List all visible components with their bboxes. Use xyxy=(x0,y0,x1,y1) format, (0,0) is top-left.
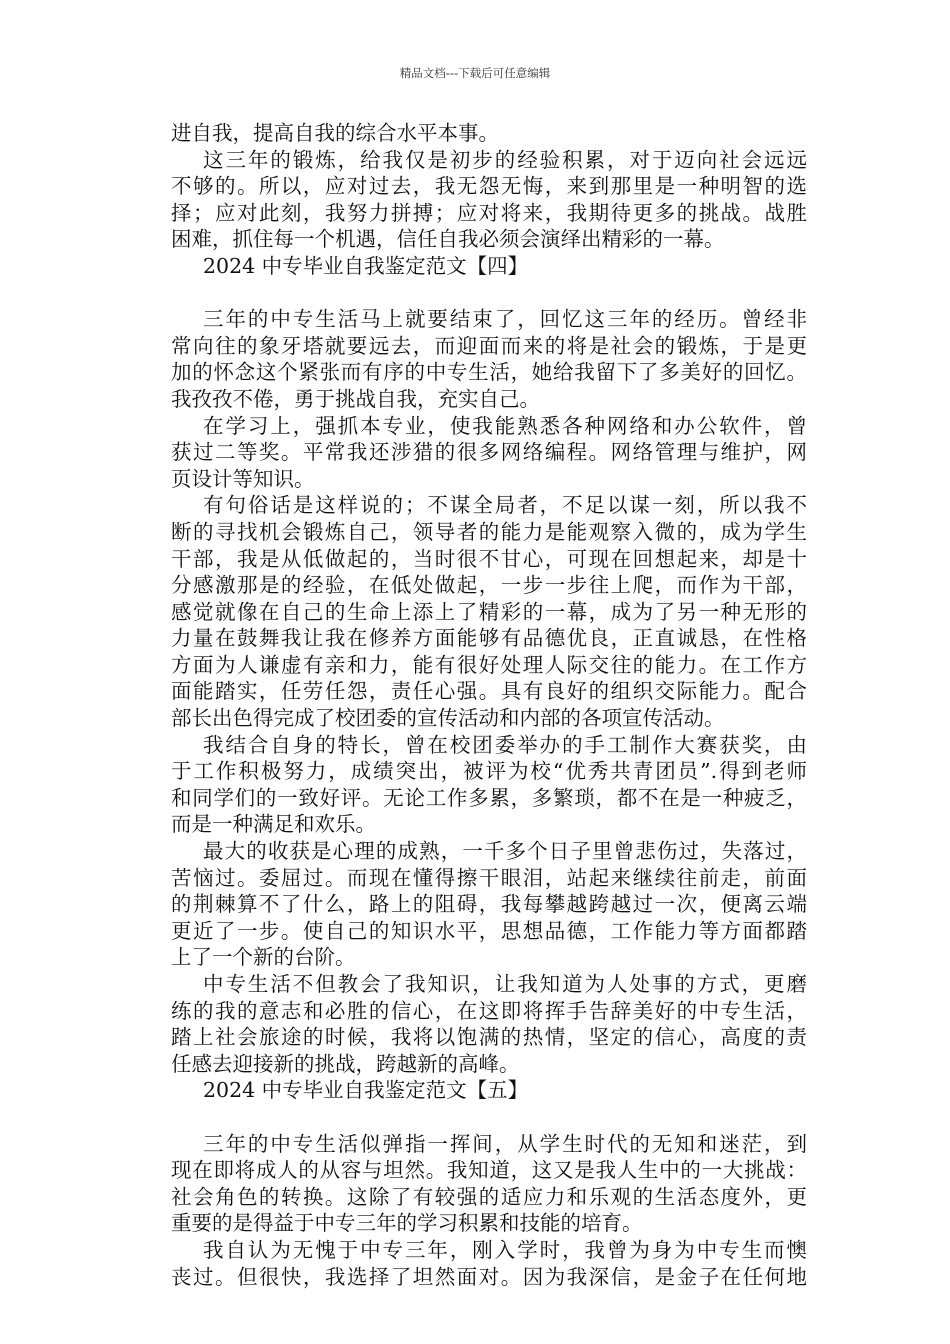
paragraph xyxy=(171,838,807,971)
text-line: 断的寻找机会锻炼自己，领导者的能力是能观察入微的，成为学生 xyxy=(171,519,807,544)
header-text: 精品文档---下载后可任意编辑 xyxy=(399,66,551,80)
text-line: 页设计等知识。 xyxy=(171,466,315,491)
text-line: 感觉就像在自己的生命上添上了精彩的一幕，成为了另一种无形的 xyxy=(171,599,807,624)
blank-line xyxy=(171,280,807,307)
paragraph xyxy=(171,413,807,493)
text-line: 常向往的象牙塔就要远去，而迎面而来的将是社会的锻炼，于是更 xyxy=(171,333,807,358)
blank-line xyxy=(171,1104,807,1131)
text-line: 加的怀念这个紧张而有序的中专生活，她给我留下了多美好的回忆。 xyxy=(171,360,807,385)
text-line: 和同学们的一致好评。无论工作多累，多繁琐，都不在是一种疲乏， xyxy=(171,785,807,810)
paragraph xyxy=(171,120,807,147)
text-line: 重要的是得益于中专三年的学习积累和技能的培育。 xyxy=(171,1211,643,1236)
text-line: 社会角色的转换。这除了有较强的适应力和乐观的生活态度外，更 xyxy=(171,1184,807,1209)
text-line: 的荆棘算不了什么，路上的阻碍，我每攀越跨越过一次，便离云端 xyxy=(171,892,807,917)
text-line: 现在即将成人的从容与坦然。我知道，这又是我人生中的一大挑战： xyxy=(171,1158,807,1183)
document-body xyxy=(171,120,807,1290)
text-line: 择；应对此刻，我努力拼搏；应对将来，我期待更多的挑战。战胜 xyxy=(171,200,807,225)
text-line: 我结合自身的特长，曾在校团委举办的手工制作大赛获奖，由 xyxy=(203,732,807,757)
text-line: 更近了一步。使自己的知识水平，思想品德，工作能力等方面都踏 xyxy=(171,918,807,943)
text-line: 而是一种满足和欢乐。 xyxy=(171,812,376,837)
text-line: 三年的中专生活似弹指一挥间，从学生时代的无知和迷茫，到 xyxy=(203,1131,807,1156)
text-line: 苦恼过。委屈过。而现在懂得擦干眼泪，站起来继续往前走，前面 xyxy=(171,865,807,890)
text-line: 干部，我是从低做起的，当时很不甘心，可现在回想起来，却是十 xyxy=(171,546,807,571)
text-line: 这三年的锻炼，给我仅是初步的经验积累，对于迈向社会远远 xyxy=(203,147,807,172)
text-line: 部长出色得完成了校团委的宣传活动和内部的各项宣传活动。 xyxy=(171,706,725,731)
text-line: 获过二等奖。平常我还涉猎的很多网络编程。网络管理与维护，网 xyxy=(171,440,807,465)
text-line: 不够的。所以，应对过去，我无怨无悔，来到那里是一种明智的选 xyxy=(171,174,807,199)
text-line: 我自认为无愧于中专三年，刚入学时，我曾为身为中专生而懊 xyxy=(203,1237,807,1262)
paragraph xyxy=(171,306,807,412)
paragraph xyxy=(171,1131,807,1237)
text-line: 力量在鼓舞我让我在修养方面能够有品德优良，正直诚恳，在性格 xyxy=(171,626,807,651)
paragraph xyxy=(171,732,807,838)
text-line: 面能踏实，任劳任怨，责任心强。具有良好的组织交际能力。配合 xyxy=(171,679,807,704)
section-heading: 2024 中专毕业自我鉴定范文【五】 xyxy=(203,1078,529,1103)
text-line: 任感去迎接新的挑战，跨越新的高峰。 xyxy=(171,1051,520,1076)
section-heading: 2024 中专毕业自我鉴定范文【四】 xyxy=(203,253,529,278)
text-line: 进自我，提高自我的综合水平本事。 xyxy=(171,121,499,145)
text-line: 方面为人谦虚有亲和力，能有很好处理人际交往的能力。在工作方 xyxy=(171,652,807,677)
paragraph xyxy=(171,1237,807,1290)
text-line: 中专生活不但教会了我知识，让我知道为人处事的方式，更磨 xyxy=(203,972,807,996)
text-line: 我孜孜不倦，勇于挑战自我，充实自己。 xyxy=(171,386,540,411)
text-line: 最大的收获是心理的成熟，一千多个日子里曾悲伤过，失落过， xyxy=(203,839,807,864)
text-line: 困难，抓住每一个机遇，信任自我必须会演绎出精彩的一幕。 xyxy=(171,227,725,252)
text-line: 上了一个新的台阶。 xyxy=(171,945,356,970)
page-header xyxy=(0,66,950,80)
paragraph xyxy=(171,492,807,731)
text-line: 踏上社会旅途的时候，我将以饱满的热情，坚定的信心，高度的责 xyxy=(171,1025,807,1050)
text-line: 丧过。但很快，我选择了坦然面对。因为我深信，是金子在任何地 xyxy=(171,1264,807,1289)
paragraph xyxy=(171,147,807,253)
text-line: 练的我的意志和必胜的信心，在这即将挥手告辞美好的中专生活， xyxy=(171,998,807,1023)
text-line: 有句俗话是这样说的；不谋全局者，不足以谋一刻，所以我不 xyxy=(203,493,807,518)
text-line: 分感激那是的经验，在低处做起，一步一步往上爬，而作为干部， xyxy=(171,573,807,598)
paragraph xyxy=(171,971,807,1077)
text-line: 在学习上，强抓本专业，使我能熟悉各种网络和办公软件，曾 xyxy=(203,413,807,438)
text-line: 于工作积极努力，成绩突出，被评为校“优秀共青团员”.得到老师 xyxy=(171,759,807,784)
text-line: 三年的中专生活马上就要结束了，回忆这三年的经历。曾经非 xyxy=(203,307,807,332)
